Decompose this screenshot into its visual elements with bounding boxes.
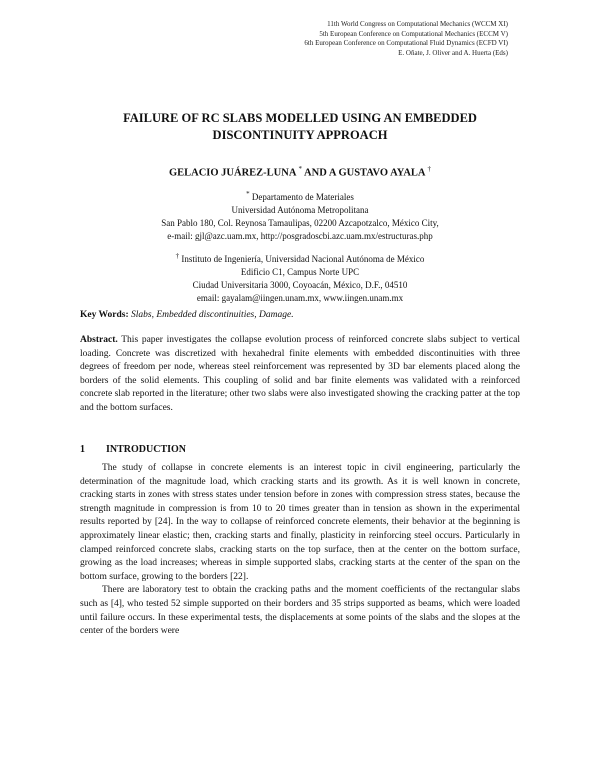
section-title: INTRODUCTION [106, 444, 187, 455]
abstract [80, 334, 520, 416]
section-heading [80, 444, 186, 455]
header-line: E. Oñate, J. Oliver and A. Huerta (Eds) [398, 48, 508, 57]
section-number: 1 [80, 444, 85, 455]
header-line: 5th European Conference on Computational Mechanics (ECCM V) [319, 29, 508, 38]
conference-header [178, 20, 508, 58]
abstract-text: This paper investigates the collapse evolution process of reinforced concrete slabs subject to vertical loading. Concrete was discretized with hexahedral finite elements with embedded discontinuities with three degrees of freedom per node, whereas steel reinforcement was represented by 3D bar elements placed along the borders of the solid elements. This coupling of solid and bar finite elements was validated with a reinforced concrete slab reported in the literature; other two slabs were also investigated showing the cracking patter at the top and the bottom surfaces. [80, 335, 520, 413]
keywords-value: Slabs, Embedded discontinuities, Damage. [131, 310, 294, 320]
affiliation-line: email: gayalam@iingen.unam.mx, www.iingen.unam.mx [196, 293, 404, 303]
title-line: DISCONTINUITY APPROACH [212, 128, 388, 142]
header-line: 11th World Congress on Computational Mechanics (WCCM XI) [327, 20, 508, 28]
paragraph: The study of collapse in concrete elements is an interest topic in civil engineering, particularly the determination of the magnitude load, which cracking starts and its growth. As it is well known in concrete, cracking starts in zones with stress states under tension before in zones with compression stress states, because the strength magnitude in compression is from 10 to 20 times greater than in tension as shown in the experimental results reported by [24]. In the way to collapse of reinforced concrete elements, their behavior at the beginning is approximately linear elastic; then, cracking starts and finally, plasticity in reinforcing steel occurs. Particularly in clamped reinforced concrete slabs, cracking starts on the top surface, then at the center on the bottom surface, growing as the load increases; whereas in simple supported slabs, cracking starts at the center of the span on the bottom surface, growing to the borders [22]. [80, 463, 520, 582]
paragraph: There are laboratory test to obtain the cracking paths and the moment coefficients of the rectangular slabs such as [4], who tested 52 simple supported on their borders and 35 strips supported as beams, which were loaded until failure occurs. In these experimental tests, the displacements at some points of the slabs and the slopes at the center of the borders were [80, 585, 520, 637]
affiliation-line: e-mail: gjl@azc.uam.mx, http://posgradoscbi.azc.uam.mx/estructuras.php [167, 231, 433, 241]
affiliation-line: Instituto de Ingeniería, Universidad Nacional Autónoma de México [181, 254, 425, 264]
title-line: FAILURE OF RC SLABS MODELLED USING AN EMBEDDED [123, 111, 477, 125]
abstract-label: Abstract. [80, 335, 118, 345]
keywords-label: Key Words: [80, 310, 129, 320]
author-list [80, 165, 520, 179]
affiliation-line: San Pablo 180, Col. Reynosa Tamaulipas, 02200 Azcapotzalco, México City, [161, 218, 439, 228]
header-line: 6th European Conference on Computational Fluid Dynamics (ECFD VI) [304, 39, 508, 48]
affiliation-line: Departamento de Materiales [251, 192, 354, 202]
author-connector: AND A GUSTAVO AYALA [304, 167, 425, 179]
section-body [80, 462, 520, 639]
keywords [80, 310, 520, 320]
affiliation-mark: † [175, 252, 180, 260]
affiliation-mark: † [427, 165, 432, 173]
author-name: GELACIO JUÁREZ-LUNA [168, 167, 296, 179]
paper-title [80, 110, 520, 144]
affiliation-line: Edificio C1, Campus Norte UPC [240, 267, 360, 277]
affiliation-mark: * [246, 190, 250, 198]
affiliation-line: Universidad Autónoma Metropolitana [231, 205, 369, 215]
affiliation-mark: * [298, 165, 302, 173]
affiliation-block [90, 188, 510, 243]
affiliation-block [90, 250, 510, 305]
affiliation-line: Ciudad Universitaria 3000, Coyoacán, México, D.F., 04510 [192, 280, 408, 290]
